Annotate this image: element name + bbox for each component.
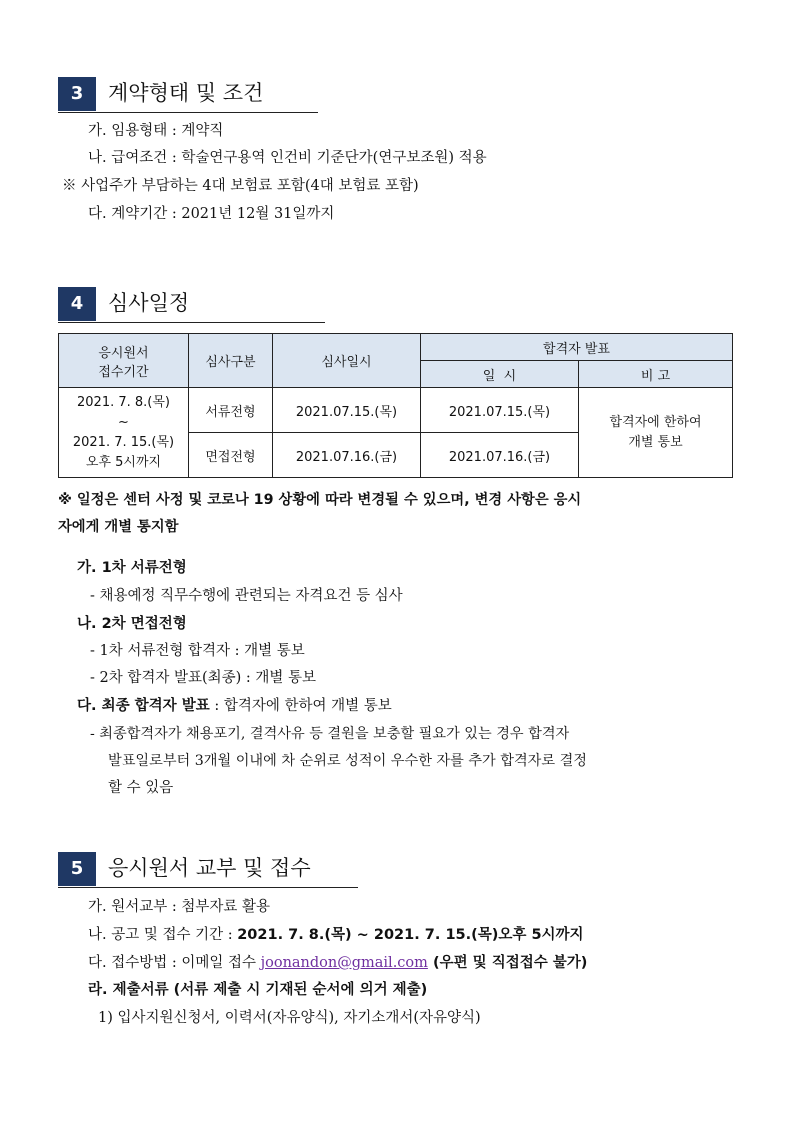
first-round-title: 가. 1차 서류전형: [77, 560, 187, 576]
table-cell-date: 2021.07.16.(금): [273, 433, 421, 478]
section-title: 응시원서 교부 및 접수: [108, 856, 311, 880]
final-result-note3: 할 수 있음: [108, 780, 174, 796]
email-link[interactable]: joonandon@gmail.com: [260, 955, 428, 971]
table-cell-type: 면접전형: [189, 433, 273, 478]
header-screening-date: 심사일시: [273, 334, 421, 388]
section-title: 계약형태 및 조건: [108, 81, 264, 105]
table-cell-announce: 2021.07.16.(금): [421, 433, 579, 478]
application-period-value: 2021. 7. 8.(목) ~ 2021. 7. 15.(목)오후 5시까지: [237, 927, 584, 943]
contract-period: 다. 계약기간 : 2021년 12월 31일까지: [88, 206, 335, 222]
receipt-deadline: 오후 5시까지: [85, 454, 162, 470]
schedule-notice-line2: 자에게 개별 통지함: [58, 519, 179, 535]
receipt-end: 2021. 7. 15.(목): [72, 434, 175, 450]
header-note: 비 고: [579, 361, 733, 388]
schedule-table: [58, 333, 733, 478]
header-receipt-line2: 접수기간: [98, 364, 149, 380]
application-period-label: 나. 공고 및 접수 기간 :: [88, 927, 238, 943]
receipt-tilde: ~: [118, 414, 129, 430]
required-documents-list: 1) 입사지원신청서, 이력서(자유양식), 자기소개서(자유양식): [98, 1010, 481, 1026]
required-documents-title: 라. 제출서류 (서류 제출 시 기재된 순서에 의거 제출): [88, 982, 428, 998]
table-cell-date: 2021.07.15.(목): [273, 388, 421, 433]
section-number: 4: [58, 287, 96, 321]
receipt-period-cell: [59, 388, 189, 478]
employment-type: 가. 임용형태 : 계약직: [88, 123, 224, 139]
schedule-notice-line1: ※ 일정은 센터 사정 및 코로나 19 상황에 따라 변경될 수 있으며, 변경 사항은 응시: [58, 492, 582, 508]
application-method-line: [88, 953, 587, 973]
section-underline: [58, 887, 358, 888]
section-number: 3: [58, 77, 96, 111]
final-result-note1: - 최종합격자가 채용포기, 결격사유 등 결원을 보충할 필요가 있는 경우 합격자: [90, 726, 570, 742]
section-number: 5: [58, 852, 96, 886]
final-result-desc: : 합격자에 한하여 개별 통보: [209, 698, 392, 714]
insurance-note: ※ 사업주가 부담하는 4대 보험료 포함(4대 보험료 포함): [62, 178, 419, 194]
first-round-desc: - 채용예정 직무수행에 관련되는 자격요건 등 심사: [90, 588, 403, 604]
second-round-desc1: - 1차 서류전형 합격자 : 개별 통보: [90, 643, 305, 659]
application-distribution: 가. 원서교부 : 첨부자료 활용: [88, 899, 271, 915]
header-receipt-period: [59, 334, 189, 388]
section-3-header: [58, 77, 318, 111]
receipt-start: 2021. 7. 8.(목): [77, 394, 170, 410]
salary-condition: 나. 급여조건 : 학술연구용역 인건비 기준단가(연구보조원) 적용: [88, 150, 487, 166]
application-method-note: (우편 및 직접접수 불가): [427, 955, 588, 971]
header-announcement: 합격자 발표: [421, 334, 733, 361]
application-method-label: 다. 접수방법 : 이메일 접수: [88, 955, 261, 971]
section-underline: [58, 112, 318, 113]
section-title: 심사일정: [108, 291, 190, 315]
note-line1: 합격자에 한하여: [609, 414, 702, 430]
final-result-note2: 발표일로부터 3개월 이내에 차 순위로 성적이 우수한 자를 추가 합격자로 결정: [108, 753, 587, 769]
section-underline: [58, 322, 325, 323]
application-period-line: [88, 925, 584, 945]
header-receipt-line1: 응시원서: [98, 345, 149, 361]
table-cell-announce: 2021.07.15.(목): [421, 388, 579, 433]
section-5-header: [58, 852, 358, 886]
note-cell: [579, 388, 733, 478]
header-announce-date: 일 시: [421, 361, 579, 388]
header-screening-type: 심사구분: [189, 334, 273, 388]
final-result-title: 다. 최종 합격자 발표: [77, 698, 210, 714]
final-result-line: [77, 696, 392, 716]
second-round-title: 나. 2차 면접전형: [77, 616, 187, 632]
note-line2: 개별 통보: [628, 434, 683, 450]
section-4-header: [58, 287, 325, 321]
second-round-desc2: - 2차 합격자 발표(최종) : 개별 통보: [90, 670, 317, 686]
table-cell-type: 서류전형: [189, 388, 273, 433]
